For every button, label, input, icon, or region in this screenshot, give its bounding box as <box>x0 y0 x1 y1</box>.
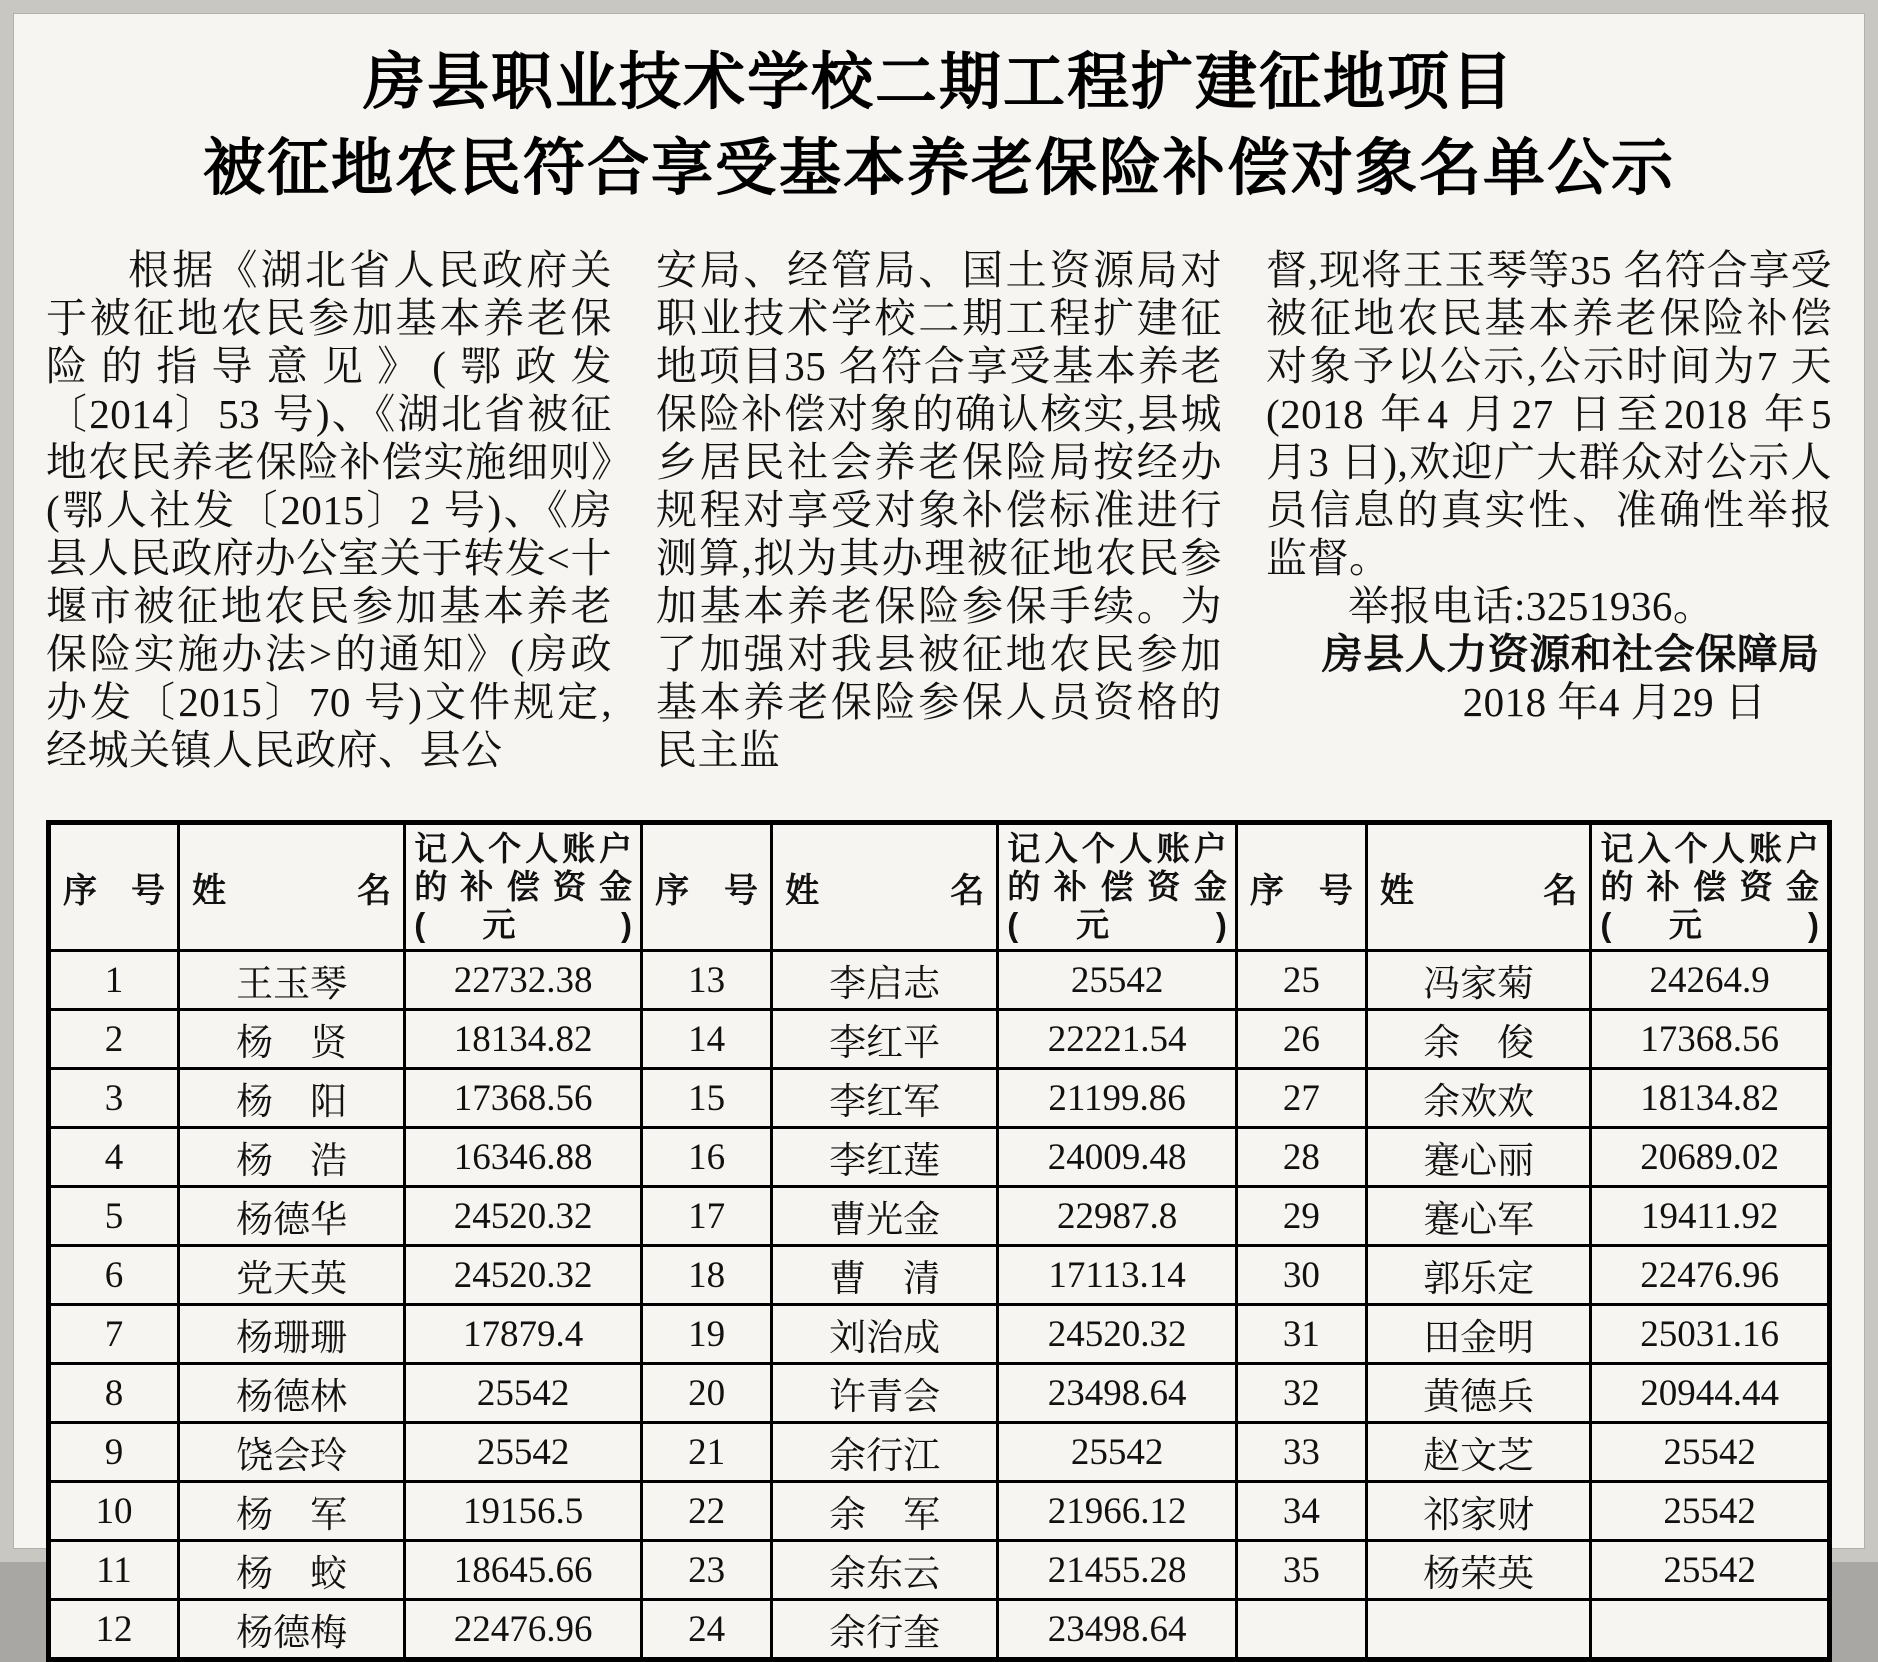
name-cell: 杨 阳 <box>179 1069 405 1128</box>
amount-cell: 25542 <box>1591 1423 1830 1482</box>
header-name-2: 姓 名 <box>772 823 998 951</box>
name-cell: 余行奎 <box>772 1600 998 1660</box>
name-cell: 蹇心军 <box>1366 1187 1590 1246</box>
notice-paper <box>14 14 1864 1654</box>
header-name-1: 姓 名 <box>179 823 405 951</box>
amount-cell: 19156.5 <box>405 1482 642 1541</box>
amount-cell: 19411.92 <box>1591 1187 1830 1246</box>
header-amount-line-1: 记入个人账户 <box>1600 830 1819 867</box>
seq-cell: 25 <box>1236 951 1366 1010</box>
body-column-3 <box>1266 246 1832 774</box>
name-cell: 田金明 <box>1366 1305 1590 1364</box>
amount-cell: 24520.32 <box>405 1246 642 1305</box>
amount-cell: 22476.96 <box>405 1600 642 1660</box>
name-cell: 李红军 <box>772 1069 998 1128</box>
seq-cell: 10 <box>49 1482 179 1541</box>
seq-cell: 28 <box>1236 1128 1366 1187</box>
header-seq-2: 序 号 <box>642 823 772 951</box>
seq-cell: 4 <box>49 1128 179 1187</box>
name-cell: 许青会 <box>772 1364 998 1423</box>
amount-cell: 20689.02 <box>1591 1128 1830 1187</box>
table-row <box>49 1482 1830 1541</box>
name-cell: 杨德华 <box>179 1187 405 1246</box>
header-amount-2 <box>998 823 1237 951</box>
name-cell: 杨 贤 <box>179 1010 405 1069</box>
name-cell: 杨德梅 <box>179 1600 405 1660</box>
seq-cell: 5 <box>49 1187 179 1246</box>
seq-cell: 12 <box>49 1600 179 1660</box>
amount-cell: 23498.64 <box>998 1364 1237 1423</box>
amount-cell: 18645.66 <box>405 1541 642 1600</box>
name-cell <box>1366 1600 1590 1660</box>
body-column-1 <box>46 246 612 774</box>
notice-title-line-1: 房县职业技术学校二期工程扩建征地项目 <box>362 48 1515 117</box>
table-row <box>49 1128 1830 1187</box>
notice-title <box>14 14 1864 212</box>
seq-cell: 30 <box>1236 1246 1366 1305</box>
amount-cell: 22476.96 <box>1591 1246 1830 1305</box>
amount-cell <box>1591 1600 1830 1660</box>
amount-cell: 25542 <box>405 1364 642 1423</box>
amount-cell: 23498.64 <box>998 1600 1237 1660</box>
body-paragraph-1: 根据《湖北省人民政府关于被征地农民参加基本养老保险的指导意见》(鄂政发〔2014〕53 号)、《湖北省被征地农民养老保险补偿实施细则》(鄂人社发〔2015〕2 号)、《房县人民政府办公室关于转发<十堰市被征地农民参加基本养老保险实施办法>的通知》(房政办发〔2015〕70 号)文件规定,经城关镇人民政府、县公 <box>46 247 612 773</box>
seq-cell: 2 <box>49 1010 179 1069</box>
seq-cell: 7 <box>49 1305 179 1364</box>
header-amount-line-2: 的补偿资金 <box>1600 868 1819 905</box>
seq-cell: 9 <box>49 1423 179 1482</box>
body-paragraph-2: 安局、经管局、国土资源局对职业技术学校二期工程扩建征地项目35 名符合享受基本养老保险补偿对象的确认核实,县城乡居民社会养老保险局按经办规程对享受对象补偿标准进行测算,拟为其办理被征地农民参加基本养老保险参保手续。为了加强对我县被征地农民参加基本养老保险参保人员资格的民主监 <box>656 247 1222 773</box>
table-row <box>49 951 1830 1010</box>
header-seq-1: 序 号 <box>49 823 179 951</box>
table-header-row <box>49 823 1830 951</box>
amount-cell: 24520.32 <box>998 1305 1237 1364</box>
header-name-3: 姓 名 <box>1366 823 1590 951</box>
name-cell: 李红莲 <box>772 1128 998 1187</box>
seq-cell: 34 <box>1236 1482 1366 1541</box>
amount-cell: 20944.44 <box>1591 1364 1830 1423</box>
header-amount-line-3: ( 元 ) <box>414 906 633 943</box>
name-cell: 王玉琴 <box>179 951 405 1010</box>
body-paragraph-3: 督,现将王玉琴等35 名符合享受被征地农民基本养老保险补偿对象予以公示,公示时间为7 天(2018 年4 月27 日至2018 年5 月3 日),欢迎广大群众对公示人员信息的真实性、准确性举报监督。 <box>1266 247 1832 581</box>
roster-table <box>46 820 1832 1662</box>
name-cell: 曹光金 <box>772 1187 998 1246</box>
seq-cell: 26 <box>1236 1010 1366 1069</box>
seq-cell: 13 <box>642 951 772 1010</box>
name-cell: 冯家菊 <box>1366 951 1590 1010</box>
name-cell: 杨珊珊 <box>179 1305 405 1364</box>
name-cell: 杨 浩 <box>179 1128 405 1187</box>
header-amount-line-1: 记入个人账户 <box>1007 830 1227 867</box>
seq-cell: 23 <box>642 1541 772 1600</box>
seq-cell: 16 <box>642 1128 772 1187</box>
name-cell: 余东云 <box>772 1541 998 1600</box>
table-row <box>49 1069 1830 1128</box>
seq-cell: 11 <box>49 1541 179 1600</box>
table-row <box>49 1246 1830 1305</box>
table-row <box>49 1187 1830 1246</box>
header-amount-line-3: ( 元 ) <box>1600 906 1819 943</box>
name-cell: 杨 蛟 <box>179 1541 405 1600</box>
seq-cell: 1 <box>49 951 179 1010</box>
name-cell: 黄德兵 <box>1366 1364 1590 1423</box>
header-amount-line-3: ( 元 ) <box>1007 906 1227 943</box>
name-cell: 杨德林 <box>179 1364 405 1423</box>
amount-cell: 18134.82 <box>405 1010 642 1069</box>
table-row <box>49 1010 1830 1069</box>
table-row <box>49 1364 1830 1423</box>
name-cell: 饶会玲 <box>179 1423 405 1482</box>
amount-cell: 17368.56 <box>1591 1010 1830 1069</box>
header-amount-3 <box>1591 823 1830 951</box>
name-cell: 李启志 <box>772 951 998 1010</box>
amount-cell: 21455.28 <box>998 1541 1237 1600</box>
name-cell: 刘治成 <box>772 1305 998 1364</box>
header-amount-line-2: 的补偿资金 <box>414 868 633 905</box>
seq-cell: 6 <box>49 1246 179 1305</box>
name-cell: 郭乐定 <box>1366 1246 1590 1305</box>
seq-cell: 18 <box>642 1246 772 1305</box>
seq-cell: 27 <box>1236 1069 1366 1128</box>
seq-cell: 33 <box>1236 1423 1366 1482</box>
name-cell: 祁家财 <box>1366 1482 1590 1541</box>
header-amount-line-2: 的补偿资金 <box>1007 868 1227 905</box>
header-amount-line-1: 记入个人账户 <box>414 830 633 867</box>
notice-title-line-2: 被征地农民符合享受基本养老保险补偿对象名单公示 <box>202 134 1675 203</box>
seq-cell: 31 <box>1236 1305 1366 1364</box>
name-cell: 余 俊 <box>1366 1010 1590 1069</box>
header-seq-3: 序 号 <box>1236 823 1366 951</box>
name-cell: 曹 清 <box>772 1246 998 1305</box>
amount-cell: 25542 <box>998 1423 1237 1482</box>
name-cell: 蹇心丽 <box>1366 1128 1590 1187</box>
name-cell: 余行江 <box>772 1423 998 1482</box>
seq-cell: 22 <box>642 1482 772 1541</box>
amount-cell: 22221.54 <box>998 1010 1237 1069</box>
seq-cell: 20 <box>642 1364 772 1423</box>
seq-cell <box>1236 1600 1366 1660</box>
seq-cell: 17 <box>642 1187 772 1246</box>
issue-date: 2018 年4 月29 日 <box>1462 679 1767 725</box>
seq-cell: 15 <box>642 1069 772 1128</box>
name-cell: 赵文芝 <box>1366 1423 1590 1482</box>
seq-cell: 3 <box>49 1069 179 1128</box>
table-row <box>49 1541 1830 1600</box>
seq-cell: 29 <box>1236 1187 1366 1246</box>
amount-cell: 21966.12 <box>998 1482 1237 1541</box>
seq-cell: 21 <box>642 1423 772 1482</box>
seq-cell: 24 <box>642 1600 772 1660</box>
issuer-signature: 房县人力资源和社会保障局 <box>1321 631 1820 677</box>
amount-cell: 24264.9 <box>1591 951 1830 1010</box>
amount-cell: 25031.16 <box>1591 1305 1830 1364</box>
roster-table-body <box>49 951 1830 1660</box>
seq-cell: 19 <box>642 1305 772 1364</box>
amount-cell: 24009.48 <box>998 1128 1237 1187</box>
seq-cell: 14 <box>642 1010 772 1069</box>
table-row <box>49 1305 1830 1364</box>
name-cell: 余欢欢 <box>1366 1069 1590 1128</box>
seq-cell: 32 <box>1236 1364 1366 1423</box>
body-column-2 <box>656 246 1222 774</box>
amount-cell: 17113.14 <box>998 1246 1237 1305</box>
body-columns <box>46 246 1832 774</box>
seq-cell: 8 <box>49 1364 179 1423</box>
amount-cell: 18134.82 <box>1591 1069 1830 1128</box>
amount-cell: 22732.38 <box>405 951 642 1010</box>
amount-cell: 22987.8 <box>998 1187 1237 1246</box>
table-row <box>49 1600 1830 1660</box>
name-cell: 余 军 <box>772 1482 998 1541</box>
amount-cell: 25542 <box>405 1423 642 1482</box>
seq-cell: 35 <box>1236 1541 1366 1600</box>
header-amount-1 <box>405 823 642 951</box>
amount-cell: 25542 <box>998 951 1237 1010</box>
amount-cell: 17879.4 <box>405 1305 642 1364</box>
name-cell: 杨荣英 <box>1366 1541 1590 1600</box>
table-row <box>49 1423 1830 1482</box>
amount-cell: 25542 <box>1591 1541 1830 1600</box>
amount-cell: 24520.32 <box>405 1187 642 1246</box>
amount-cell: 25542 <box>1591 1482 1830 1541</box>
name-cell: 李红平 <box>772 1010 998 1069</box>
amount-cell: 17368.56 <box>405 1069 642 1128</box>
amount-cell: 21199.86 <box>998 1069 1237 1128</box>
name-cell: 党天英 <box>179 1246 405 1305</box>
amount-cell: 16346.88 <box>405 1128 642 1187</box>
name-cell: 杨 军 <box>179 1482 405 1541</box>
hotline-line: 举报电话:3251936。 <box>1348 583 1715 629</box>
